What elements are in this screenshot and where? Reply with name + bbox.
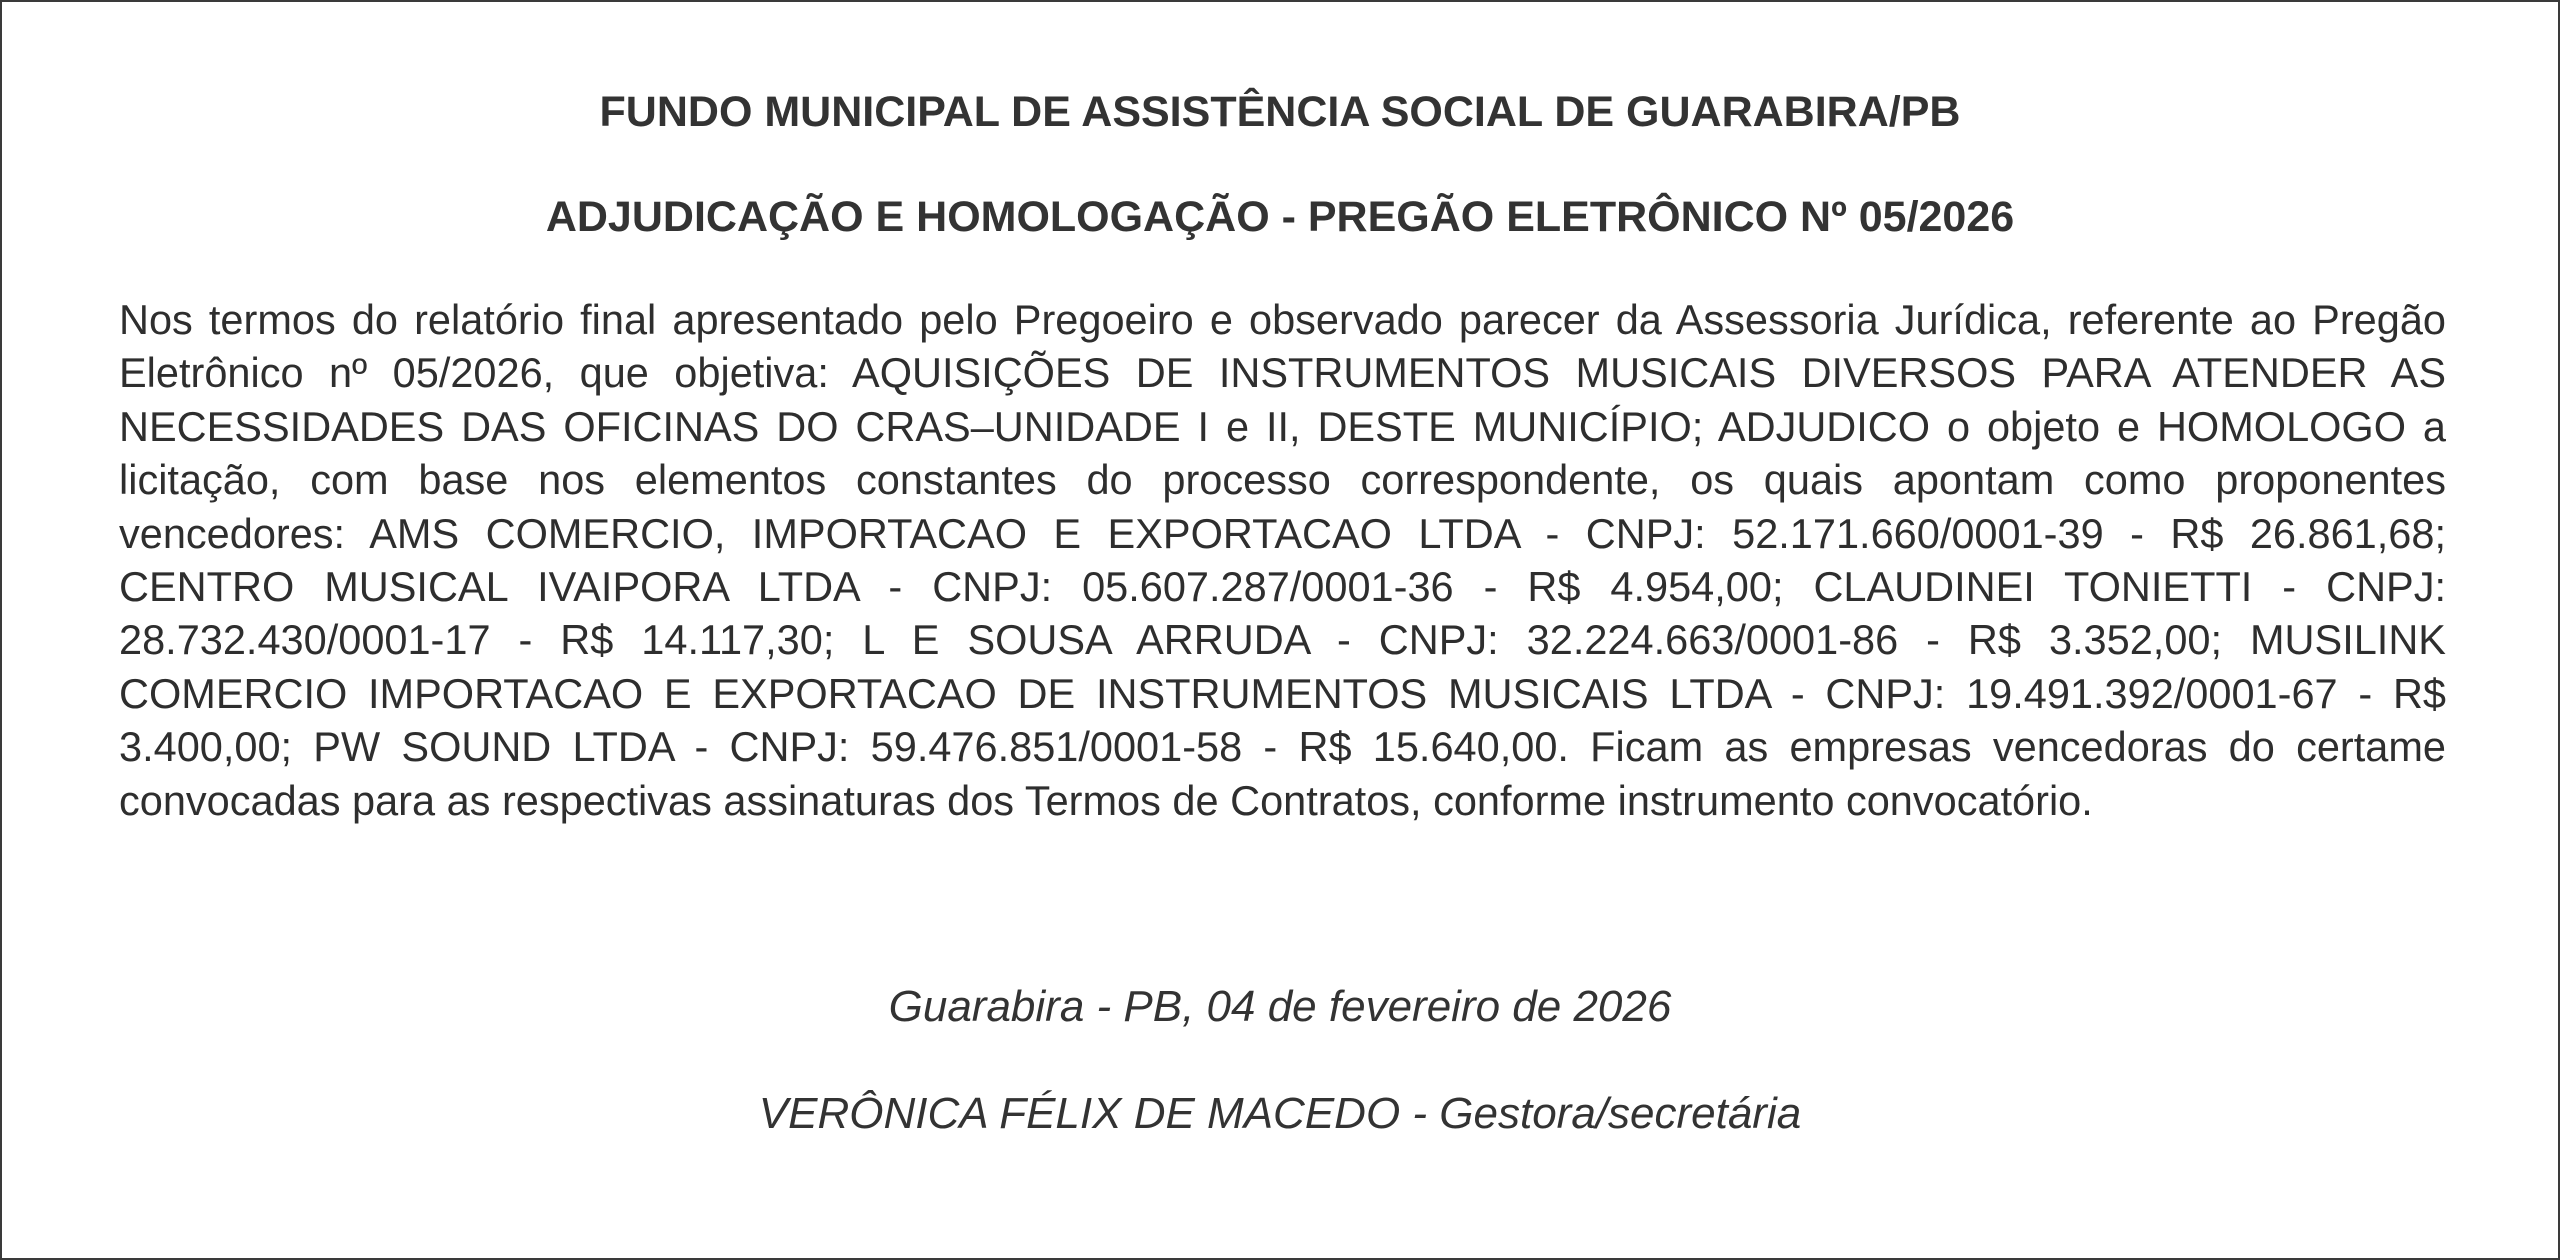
place-date: Guarabira - PB, 04 de fevereiro de 2026: [888, 982, 1672, 1031]
notice-body: Nos termos do relatório final apresentado pelo Pregoeiro e observado parecer da Assessoria Jurídica, referente ao Pregão Eletrônico nº 05/2026, que objetiva: AQUISIÇÕES DE INSTRUMENTOS MUSICAIS DIVERSOS PARA ATENDER AS NECESSIDADES DAS OFICINAS DO CRAS–UNIDADE I e II, DESTE MUNICÍPIO; ADJUDICO o objeto e HOMOLOGO a licitação, com base nos elementos constantes do processo correspondente, os quais apontam como proponentes vencedores: AMS COMERCIO, IMPORTACAO E EXPORTACAO LTDA - CNPJ: 52.171.660/0001-39 - R$ 26.861,68; CENTRO MUSICAL IVAIPORA LTDA - CNPJ: 05.607.287/0001-36 - R$ 4.954,00; CLAUDINEI TONIETTI - CNPJ: 28.732.430/0001-17 - R$ 14.117,30; L E SOUSA ARRUDA - CNPJ: 32.224.663/0001-86 - R$ 3.352,00; MUSILINK COMERCIO IMPORTACAO E EXPORTACAO DE INSTRUMENTOS MUSICAIS LTDA - CNPJ: 19.491.392/0001-67 - R$ 3.400,00; PW SOUND LTDA - CNPJ: 59.476.851/0001-58 - R$ 15.640,00. Ficam as empresas vencedoras do certame convocadas para as respectivas assinaturas dos Termos de Contratos, conforme instrumento convocatório.: [119, 296, 2446, 824]
notice-title: ADJUDICAÇÃO E HOMOLOGAÇÃO - PREGÃO ELETRÔNICO Nº 05/2026: [545, 193, 2015, 241]
organization-heading: FUNDO MUNICIPAL DE ASSISTÊNCIA SOCIAL DE GUARABIRA/PB: [599, 88, 1961, 136]
signer-name: VERÔNICA FÉLIX DE MACEDO - Gestora/secretária: [758, 1089, 1802, 1138]
